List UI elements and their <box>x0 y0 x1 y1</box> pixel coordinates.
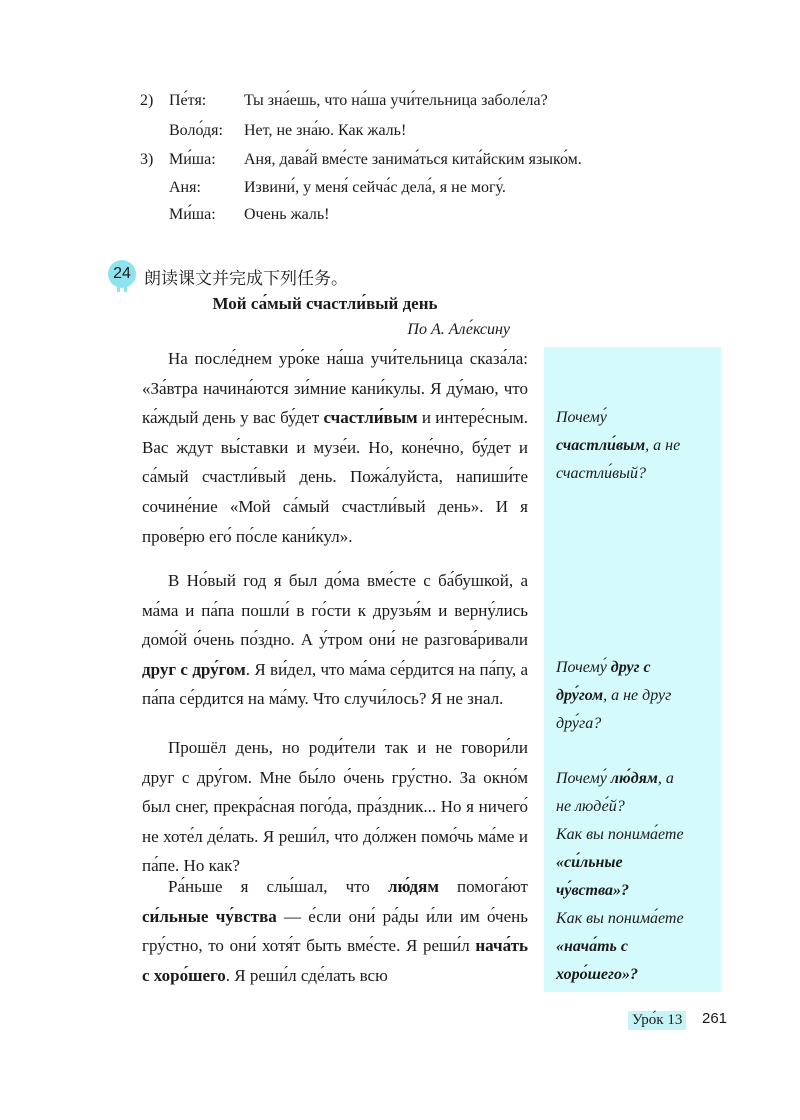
speaker: Воло́дя: <box>169 122 223 139</box>
lesson-label: Уро́к 13 <box>628 1011 686 1030</box>
task-number-badge: 24 <box>108 260 136 288</box>
note-line: счастли́вый? <box>556 465 646 482</box>
note-keyword: друг с <box>610 659 651 676</box>
utterance: Аня, дава́й вме́сте занима́ться кита́йским языко́м. <box>244 151 582 168</box>
paragraph-text: и интере́сным. Вас ждут вы́ставки и музе́и. Но, коне́чно, бу́дет и са́мый счастли́вый день. Пожа́луйста, напиши́те сочине́ние «Мой са́мый счастли́вый день». И я прове́рю его́ по́сле кани́кул». <box>142 408 528 546</box>
note-text: , а не <box>645 437 681 454</box>
note-line <box>556 654 671 682</box>
note-text: Почему́ <box>556 770 611 787</box>
utterance: Ты зна́ешь, что на́ша учи́тельница заболе́ла? <box>244 92 548 109</box>
note-keyword: лю́дям <box>610 770 658 787</box>
keyword: си́льные чу́вства <box>142 906 277 926</box>
speaker: Ми́ша: <box>169 206 216 223</box>
margin-question <box>556 821 684 905</box>
speaker: Аня: <box>169 179 201 196</box>
paragraph-text: В Но́вый год я был до́ма вме́сте с ба́бушкой, а ма́ма и па́па пошли́ в го́сти к друзья́м и верну́лись домо́й о́чень по́здно. А у́тром они́ не разгова́ривали <box>142 571 528 650</box>
utterance: Нет, не зна́ю. Как жаль! <box>244 122 407 139</box>
note-line: Почему́ <box>556 409 607 426</box>
note-line: хоро́шего»? <box>556 966 638 983</box>
margin-question <box>556 654 671 738</box>
note-line <box>556 682 671 710</box>
text-paragraph <box>142 566 528 714</box>
note-line <box>556 765 674 793</box>
paragraph-text: Ра́ньше я слы́шал, что <box>168 877 388 896</box>
utterance: Извини́, у меня́ сейча́с дела́, я не могу́. <box>244 179 506 196</box>
paragraph-text: . Я реши́л сде́лать всю <box>225 965 388 985</box>
note-line: чу́вства»? <box>556 882 630 899</box>
note-line: «нача́ть с <box>556 938 628 955</box>
paragraph-text: На после́днем уро́ке на́ша учи́тельница сказа́ла: «За́втра начина́ются зи́мние кани́кулы. Я ду́маю, что ка́ждый день у вас бу́дет <box>142 349 528 428</box>
dialogue-number: 2) <box>140 92 154 109</box>
note-keyword: счастли́вым <box>556 437 646 454</box>
speaker: Пе́тя: <box>169 92 207 109</box>
paragraph-text: . Я ви́дел, что ма́ма се́рдится на па́пу, а па́па се́рдится на ма́му. Что случи́лось? Я не знал. <box>142 659 528 709</box>
speaker: Ми́ша: <box>169 151 216 168</box>
dialogue-number: 3) <box>140 151 154 168</box>
page-number: 261 <box>702 1010 728 1027</box>
note-line: Как вы понима́ете <box>556 826 684 843</box>
keyword: лю́дям <box>387 877 439 896</box>
text-author: По А. Але́ксину <box>407 321 510 338</box>
note-text: , а не друг <box>603 687 672 704</box>
text-title <box>0 294 800 314</box>
margin-question <box>556 404 680 488</box>
note-keyword: дру́гом <box>556 687 604 704</box>
note-line: дру́га? <box>556 715 602 732</box>
note-line: Как вы понима́ете <box>556 910 684 927</box>
utterance: Очень жаль! <box>244 206 330 223</box>
paragraph-text: Прошёл день, но роди́тели так и не говори́ли друг с дру́гом. Мне бы́ло о́чень гру́стно. За окно́м был снег, прекра́сная пого́да, пра́здник... Но я ничего́ не хоте́л де́лать. Я реши́л, что до́лжен помо́чь ма́ме и па́пе. Но как? <box>142 738 528 876</box>
text-paragraph <box>142 733 528 881</box>
text-title-label: Мой са́мый счастли́вый день <box>212 294 438 313</box>
keyword: счастли́вым <box>323 408 418 428</box>
text-paragraph <box>142 344 528 551</box>
task-instruction: 朗读课文并完成下列任务。 <box>144 269 348 289</box>
margin-question <box>556 905 684 989</box>
keyword: нача́ть с хоро́шего <box>142 936 528 985</box>
note-text: , а <box>657 770 674 787</box>
keyword: друг с дру́гом <box>142 659 246 679</box>
margin-question <box>556 765 674 821</box>
text-paragraph <box>142 872 528 990</box>
note-text: Почему́ <box>556 659 611 676</box>
paragraph-text: — е́сли они́ ра́ды и́ли им о́чень гру́стно, то они́ хотя́т быть вме́сте. Я реши́л <box>142 906 528 956</box>
note-line <box>556 432 680 460</box>
note-line: не люде́й? <box>556 798 625 815</box>
note-line: «си́льные <box>556 854 623 871</box>
paragraph-text: помога́ют <box>438 877 528 896</box>
